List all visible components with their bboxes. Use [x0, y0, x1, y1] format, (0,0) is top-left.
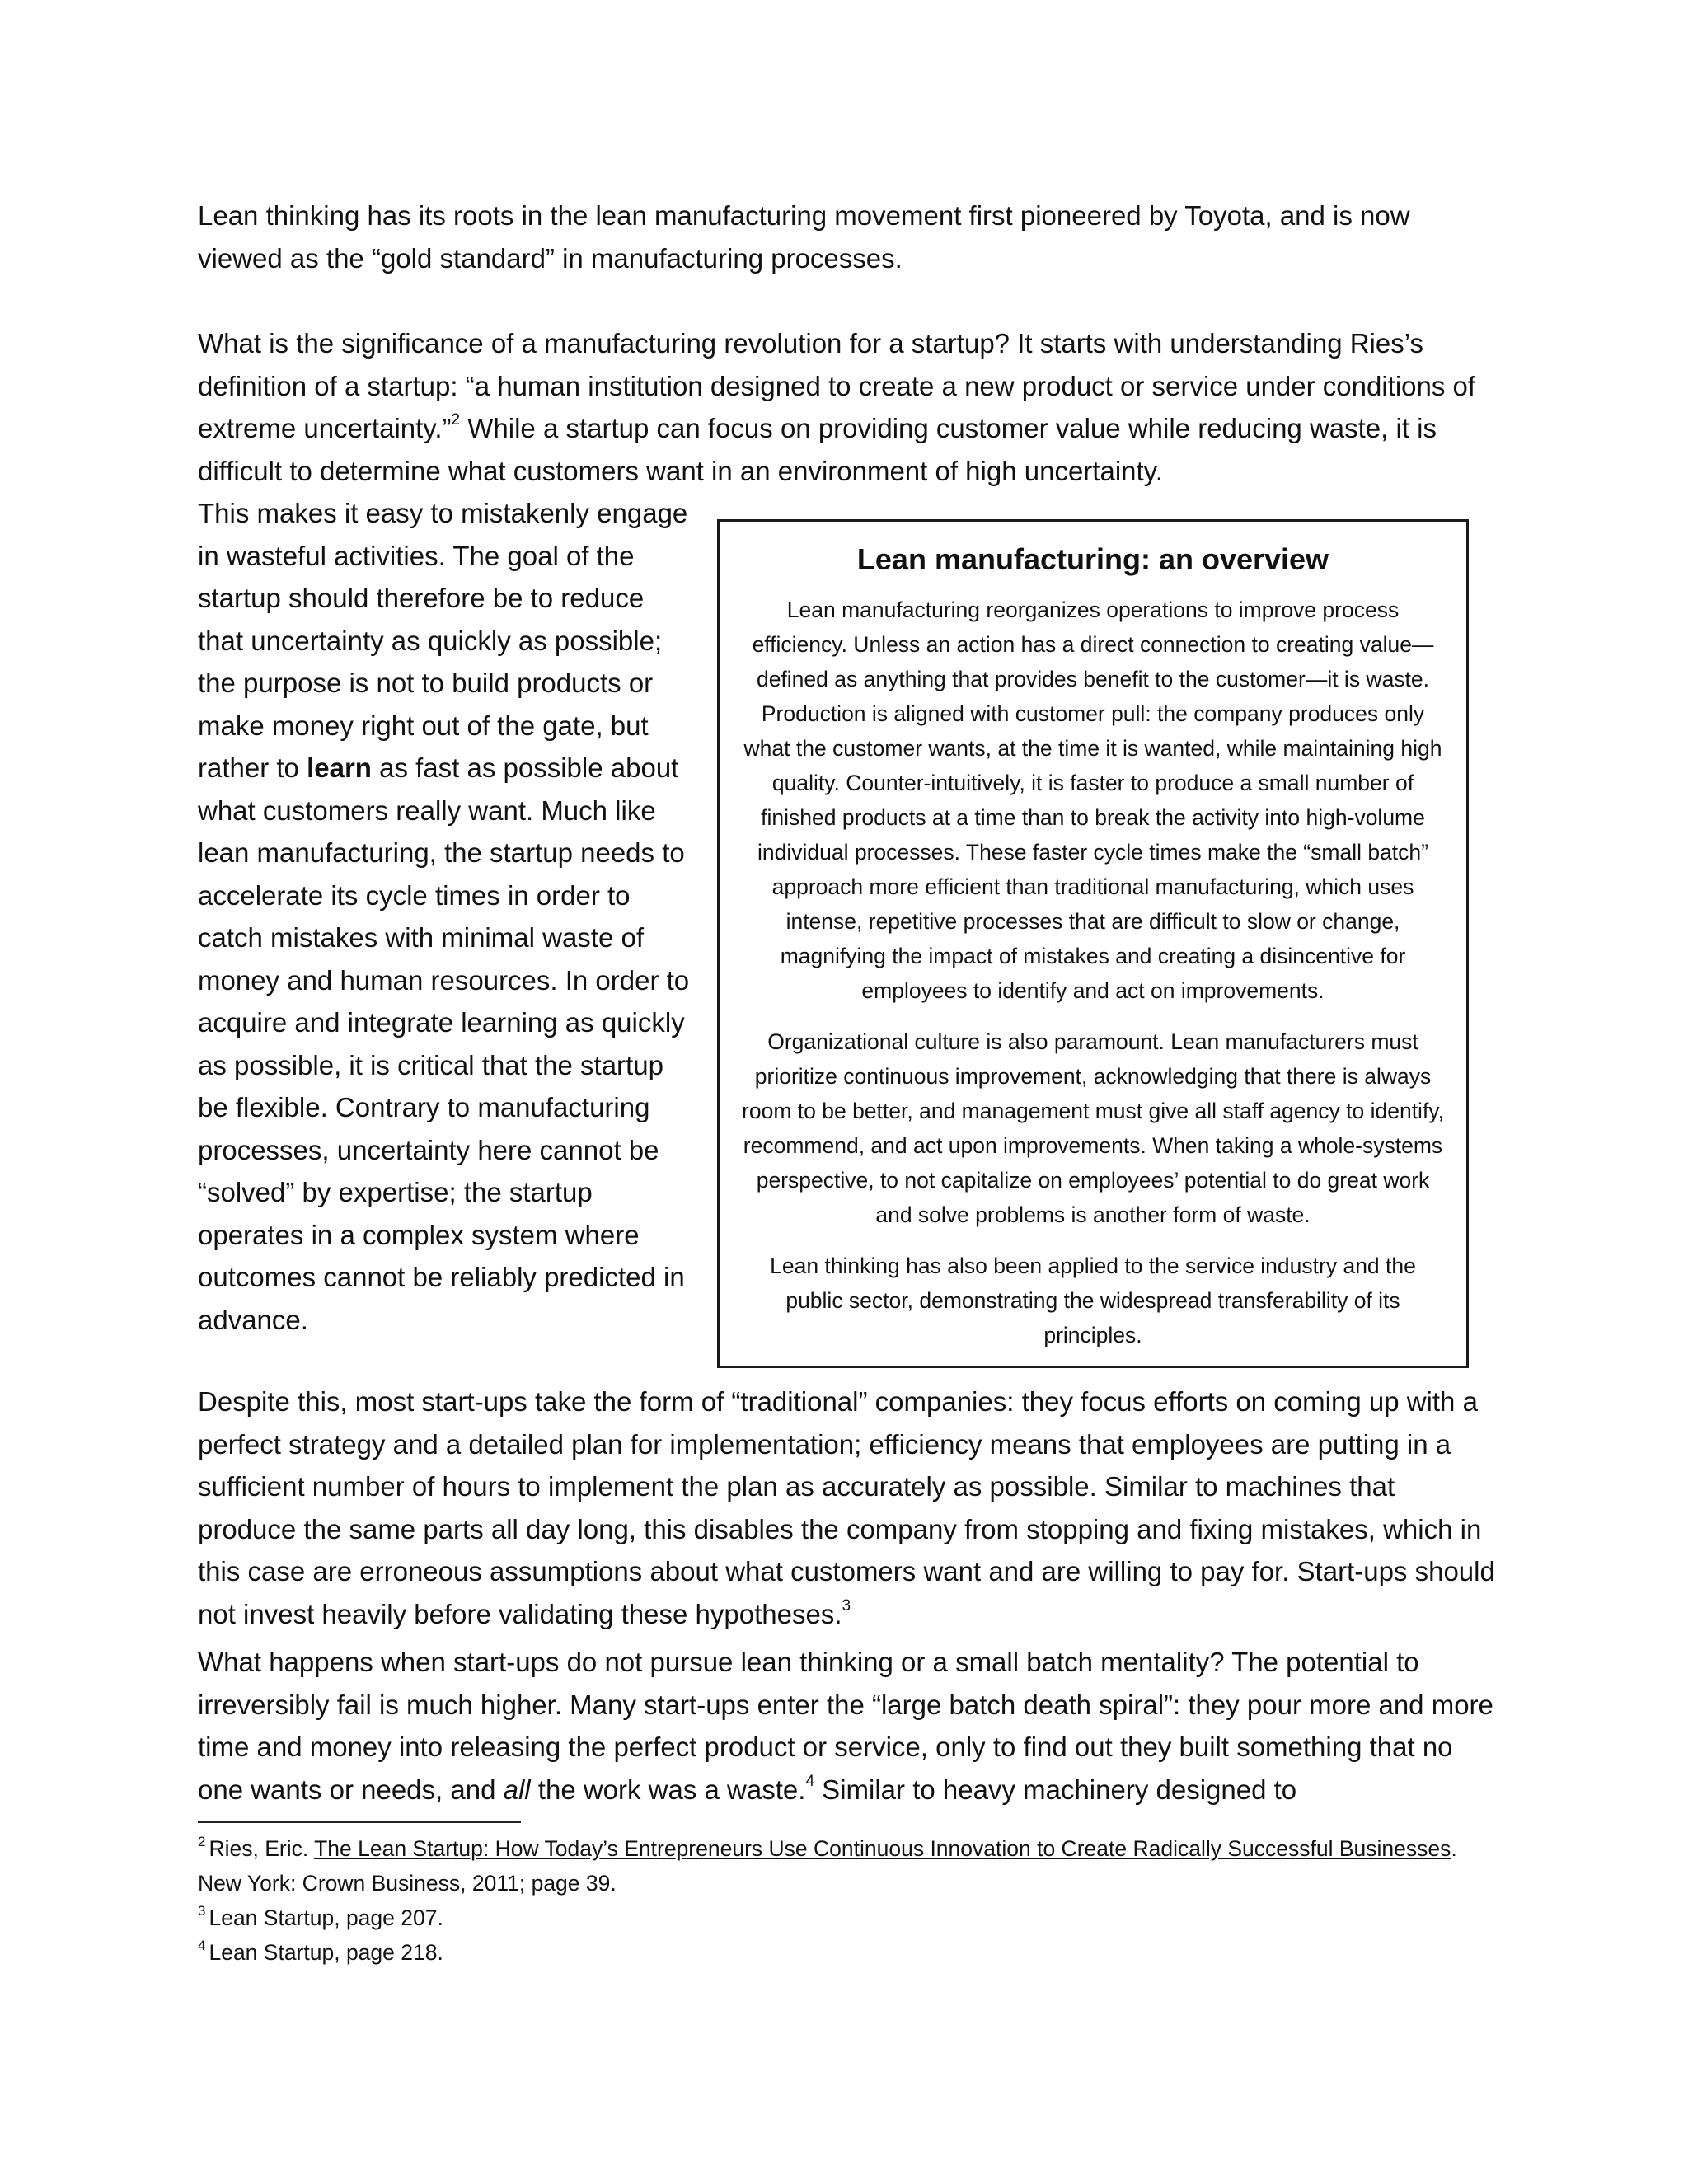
footnote-text: Lean Startup, page 207. — [209, 1905, 443, 1930]
footnote-number: 3 — [198, 1903, 206, 1919]
paragraph-spiral-text-2: the work was a waste. — [530, 1774, 806, 1805]
paragraph-spiral-text-1: What happens when start-ups do not pursue lean thinking or a small batch mentality? The potential to irreversibly fail is much higher. Many start-ups enter the “large batch death spiral”: they pour more and more time and money into releasing the perfect product or service, only to find out they built something that no one wants or needs, and — [198, 1647, 1493, 1805]
footnote-2 — [198, 1831, 1517, 1900]
emphasis-all: all — [503, 1774, 531, 1805]
footnote-text: . — [1451, 1836, 1457, 1861]
paragraph-significance-text-2: While a startup can focus on providing customer value while reducing waste, it is difficult to determine what customers want in an environment of high uncertainty. — [198, 413, 1437, 486]
paragraph-spiral-text-3: Similar to heavy machinery designed to — [814, 1774, 1297, 1805]
footnote-number: 2 — [198, 1834, 206, 1849]
paragraph-death-spiral — [198, 1641, 1500, 1811]
paragraph-significance — [198, 322, 1492, 492]
sidebar-paragraph: Lean thinking has also been applied to the service industry and the public sector, demonstrating the widespread transferability of its principles. — [770, 1254, 1416, 1347]
footnote-reference-3[interactable]: 3 — [842, 1596, 851, 1615]
sidebar-box — [717, 519, 1469, 1368]
paragraph-wrap-text-2: as fast as possible about what customers really want. Much like lean manufacturing, the startup needs to accelerate its cycle times in order to catch mistakes with minimal waste of money and human resources. In order to acquire and integrate learning as quickly as possible, it is critical that the startup be flexible. Contrary to manufacturing processes, uncertainty here cannot be “solved” by expertise; the startup operates in a complex system where outcomes cannot be reliably predicted in advance. — [198, 752, 690, 1335]
emphasis-learn: learn — [307, 752, 372, 783]
footnote-number: 4 — [198, 1938, 206, 1953]
footnote-text: New York: Crown Business, 2011; page 39. — [198, 1871, 617, 1896]
footnote-text: Ries, Eric. — [209, 1836, 315, 1861]
paragraph-wrap-column — [198, 492, 692, 1341]
footnote-reference-4[interactable]: 4 — [805, 1772, 815, 1790]
footnote-book-title: The Lean Startup: How Today’s Entrepreneurs Use Continuous Innovation to Create Radically Successful Businesses — [314, 1836, 1451, 1861]
paragraph-intro: Lean thinking has its roots in the lean manufacturing movement first pioneered by Toyota, and is now viewed as the “gold standard” in manufacturing processes. — [198, 200, 1410, 274]
sidebar-paragraph: Lean manufacturing reorganizes operations to improve process efficiency. Unless an action has a direct connection to creating value—defined as anything that provides benefit to the customer—it is waste. Production is aligned with customer pull: the company produces only what the customer wants, at the time it is wanted, while maintaining high quality. Counter-intuitively, it is faster to produce a small number of finished products at a time than to break the activity into high-volume individual processes. These faster cycle times make the “small batch” approach more efficient than traditional manufacturing, which uses intense, repetitive processes that are difficult to slow or change, magnifying the impact of mistakes and creating a disincentive for employees to identify and act on improvements. — [743, 598, 1442, 1003]
paragraph-traditional — [198, 1380, 1496, 1635]
footnote-text: Lean Startup, page 218. — [209, 1940, 443, 1965]
footnotes — [198, 1831, 1517, 1970]
paragraph-significance-text-1: What is the significance of a manufacturing revolution for a startup? It starts with understanding Ries’s definition of a startup: “a human institution designed to create a new product or service under conditions of extreme uncertainty.” — [198, 328, 1476, 443]
sidebar-title: Lean manufacturing: an overview — [856, 542, 1329, 576]
paragraph-traditional-text: Despite this, most start-ups take the form of “traditional” companies: they focus efforts on coming up with a perfect strategy and a detailed plan for implementation; efficiency means that employees are putting in a sufficient number of hours to implement the plan as accurately as possible. Similar to machines that produce the same parts all day long, this disables the company from stopping and fixing mistakes, which in this case are erroneous assumptions about what customers want and are willing to pay for. Start-ups should not invest heavily before validating these hypotheses. — [198, 1386, 1495, 1629]
footnote-reference-2[interactable]: 2 — [451, 411, 461, 429]
footnote-3 — [198, 1900, 1517, 1935]
footnote-separator — [198, 1821, 521, 1823]
paragraph-wrap-text-1: This makes it easy to mistakenly engage in wasteful activities. The goal of the startup should therefore be to reduce that uncertainty as quickly as possible; the purpose is not to build products or make money right out of the gate, but rather to — [198, 498, 688, 783]
footnote-4 — [198, 1935, 1517, 1970]
sidebar-paragraph: Organizational culture is also paramount. Lean manufacturers must prioritize continuous improvement, acknowledging that there is always room to be better, and management must give all staff agency to identify, recommend, and act upon improvements. When taking a whole-systems perspective, to not capitalize on employees’ potential to do great work and solve problems is another form of waste. — [742, 1029, 1444, 1227]
